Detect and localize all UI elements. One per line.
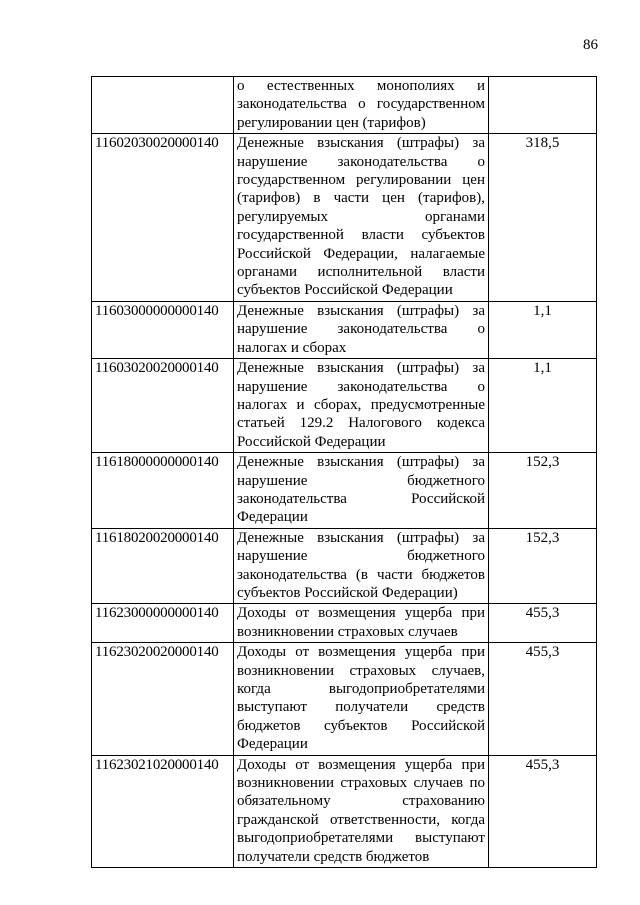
revenue-name-cell: Денежные взыскания (штрафы) за нарушение законодательства о налогах и сборах bbox=[234, 301, 489, 358]
amount-cell: 318,5 bbox=[489, 134, 597, 302]
table-row bbox=[92, 301, 597, 358]
table-row bbox=[92, 453, 597, 529]
revenue-name-cell: Денежные взыскания (штрафы) за нарушение законодательства о налогах и сборах, предусмотренные статьей 129.2 Налогового кодекса Российской Федерации bbox=[234, 359, 489, 453]
amount-cell: 455,3 bbox=[489, 755, 597, 867]
amount-cell: 1,1 bbox=[489, 301, 597, 358]
revenue-name-cell: Денежные взыскания (штрафы) за нарушение законодательства о государственном регулировании цен (тарифов) в части цен (тарифов), регулируемых органами государственной власти субъектов Российской Федерации, налагаемые органами исполнительной власти субъектов Российской Федерации bbox=[234, 134, 489, 302]
amount-cell bbox=[489, 77, 597, 134]
revenue-name-cell: Доходы от возмещения ущерба при возникновении страховых случаев, когда выгодоприобретателями выступают получатели средств бюджетов субъектов Российской Федерации bbox=[234, 643, 489, 755]
amount-cell: 1,1 bbox=[489, 359, 597, 453]
revenue-name-cell: Доходы от возмещения ущерба при возникновении страховых случаев bbox=[234, 604, 489, 643]
budget-code-cell: 11623020020000140 bbox=[92, 643, 234, 755]
table-row bbox=[92, 755, 597, 867]
table-row bbox=[92, 359, 597, 453]
revenue-name-cell: о естественных монополиях и законодательства о государственном регулировании цен (тарифов) bbox=[234, 77, 489, 134]
amount-cell: 152,3 bbox=[489, 453, 597, 529]
amount-cell: 455,3 bbox=[489, 643, 597, 755]
table-row bbox=[92, 643, 597, 755]
amount-cell: 455,3 bbox=[489, 604, 597, 643]
revenue-name-cell: Денежные взыскания (штрафы) за нарушение бюджетного законодательства (в части бюджетов субъектов Российской Федерации) bbox=[234, 528, 489, 604]
budget-code-cell: 11623000000000140 bbox=[92, 604, 234, 643]
amount-cell: 152,3 bbox=[489, 528, 597, 604]
page-number: 86 bbox=[583, 37, 598, 53]
budget-code-cell: 11618020020000140 bbox=[92, 528, 234, 604]
table-row bbox=[92, 134, 597, 302]
revenue-table bbox=[91, 76, 597, 868]
table-row bbox=[92, 77, 597, 134]
revenue-name-cell: Доходы от возмещения ущерба при возникновении страховых случаев по обязательному страхованию гражданской ответственности, когда выгодоприобретателями выступают получатели средств бюджетов bbox=[234, 755, 489, 867]
budget-code-cell bbox=[92, 77, 234, 134]
budget-code-cell: 11618000000000140 bbox=[92, 453, 234, 529]
budget-code-cell: 11603000000000140 bbox=[92, 301, 234, 358]
budget-code-cell: 11623021020000140 bbox=[92, 755, 234, 867]
budget-code-cell: 11603020020000140 bbox=[92, 359, 234, 453]
table-row bbox=[92, 528, 597, 604]
budget-code-cell: 11602030020000140 bbox=[92, 134, 234, 302]
revenue-name-cell: Денежные взыскания (штрафы) за нарушение бюджетного законодательства Российской Федерации bbox=[234, 453, 489, 529]
table-row bbox=[92, 604, 597, 643]
